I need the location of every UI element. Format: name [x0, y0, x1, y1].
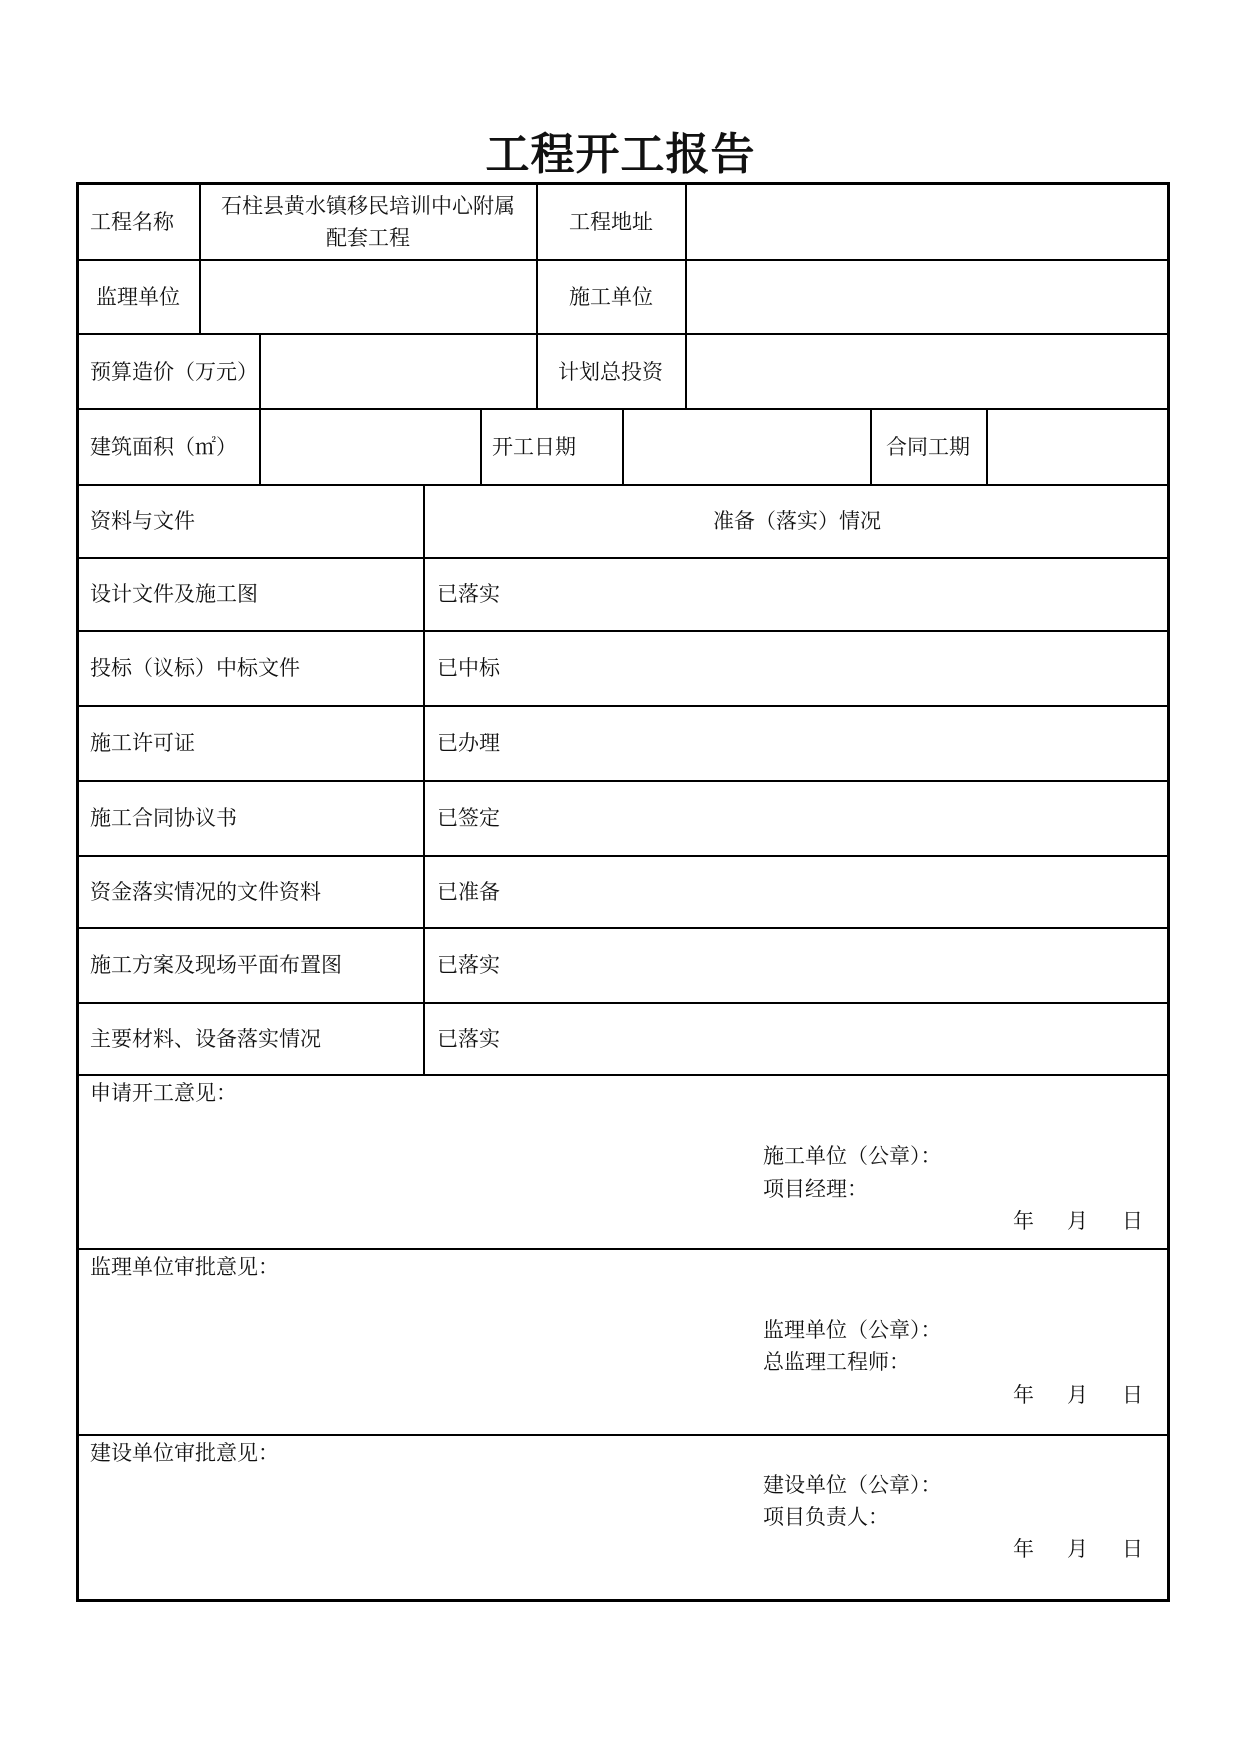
- area-label: 建筑面积（㎡）: [90, 435, 237, 459]
- docs-header-left: 资料与文件: [90, 509, 195, 533]
- report-title: 工程开工报告: [485, 129, 756, 180]
- row-divider: [76, 630, 1170, 632]
- opinion-month: 月: [1067, 1209, 1088, 1233]
- column-divider: [259, 333, 261, 485]
- column-divider: [536, 182, 538, 409]
- project-name-value-line2: 配套工程: [326, 226, 410, 250]
- doc-item: 施工方案及现场平面布置图: [90, 953, 342, 977]
- row-divider: [76, 557, 1170, 559]
- opinion-year: 年: [1013, 1209, 1034, 1233]
- row-divider: [76, 259, 1170, 261]
- supervision-unit-label: 监理单位: [96, 285, 180, 309]
- doc-item: 施工许可证: [90, 731, 195, 755]
- doc-status: 已办理: [437, 731, 500, 755]
- opinion-sign-stamp: 监理单位（公章）：: [763, 1318, 942, 1342]
- column-divider: [685, 182, 687, 409]
- contract-period-label: 合同工期: [886, 435, 970, 459]
- doc-item: 设计文件及施工图: [90, 582, 258, 606]
- row-divider: [76, 1002, 1170, 1004]
- opinion-sign-person: 项目经理：: [763, 1177, 868, 1201]
- row-divider: [76, 333, 1170, 335]
- doc-item: 主要材料、设备落实情况: [90, 1027, 321, 1051]
- planned-investment-label: 计划总投资: [558, 360, 663, 384]
- project-address-label: 工程地址: [569, 210, 653, 234]
- column-divider: [622, 408, 624, 485]
- doc-item: 资金落实情况的文件资料: [90, 880, 321, 904]
- column-divider: [870, 408, 872, 485]
- row-divider: [76, 780, 1170, 782]
- doc-status: 已落实: [437, 582, 500, 606]
- row-divider: [76, 927, 1170, 929]
- row-divider: [76, 1248, 1170, 1250]
- opinion-sign-stamp: 施工单位（公章）：: [763, 1144, 942, 1168]
- opinion-day: 日: [1122, 1383, 1143, 1407]
- opinion-heading: 监理单位审批意见：: [90, 1255, 279, 1279]
- doc-status: 已准备: [437, 880, 500, 904]
- project-name-value-line1: 石柱县黄水镇移民培训中心附属: [221, 194, 515, 218]
- doc-item: 施工合同协议书: [90, 806, 237, 830]
- opinion-year: 年: [1013, 1537, 1034, 1561]
- column-divider: [986, 408, 988, 485]
- opinion-day: 日: [1122, 1209, 1143, 1233]
- doc-status: 已签定: [437, 806, 500, 830]
- opinion-heading: 建设单位审批意见：: [90, 1441, 279, 1465]
- column-divider: [423, 484, 425, 1075]
- budget-label: 预算造价（万元）: [90, 360, 258, 384]
- opinion-sign-stamp: 建设单位（公章）：: [763, 1473, 942, 1497]
- doc-status: 已落实: [437, 953, 500, 977]
- opinion-day: 日: [1122, 1537, 1143, 1561]
- construction-unit-label: 施工单位: [569, 285, 653, 309]
- row-divider: [76, 705, 1170, 707]
- doc-status: 已中标: [437, 656, 500, 680]
- doc-status: 已落实: [437, 1027, 500, 1051]
- row-divider: [76, 855, 1170, 857]
- opinion-heading: 申请开工意见：: [90, 1081, 237, 1105]
- docs-header-right: 准备（落实）情况: [713, 509, 881, 533]
- project-name-label: 工程名称: [90, 210, 174, 234]
- row-divider: [76, 1074, 1170, 1076]
- row-divider: [76, 1434, 1170, 1436]
- opinion-month: 月: [1067, 1383, 1088, 1407]
- opinion-year: 年: [1013, 1383, 1034, 1407]
- column-divider: [480, 408, 482, 485]
- doc-item: 投标（议标）中标文件: [90, 656, 300, 680]
- opinion-sign-person: 项目负责人：: [763, 1505, 889, 1529]
- opinion-sign-person: 总监理工程师：: [763, 1350, 910, 1374]
- start-date-label: 开工日期: [492, 435, 576, 459]
- opinion-month: 月: [1067, 1537, 1088, 1561]
